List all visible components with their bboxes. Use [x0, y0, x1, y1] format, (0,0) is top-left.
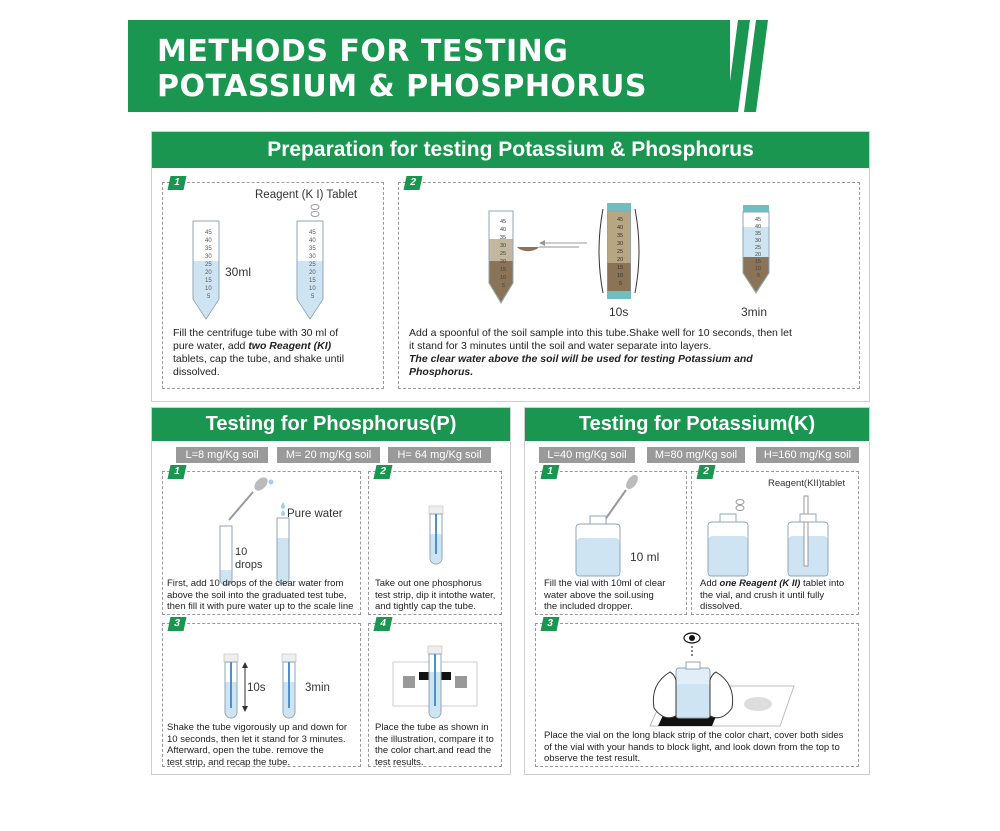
desc-line: Place the tube as shown in — [375, 722, 489, 733]
desc-line — [700, 578, 858, 590]
step-number: 2 — [374, 465, 393, 479]
scale-mark: 5 — [502, 283, 506, 289]
reagent-label: Reagent (K I) Tablet — [255, 189, 358, 201]
drops-unit: drops — [235, 559, 263, 571]
desc-line: above the soil into the graduated test tube, — [167, 589, 347, 601]
step-number: 1 — [168, 176, 187, 190]
desc-emphasis: two Reagent (KI) — [248, 340, 332, 352]
scale-mark: 35 — [309, 246, 316, 252]
vial-icon — [576, 516, 620, 576]
centrifuge-tube-icon — [295, 221, 325, 321]
desc-line: dissolved. — [700, 601, 743, 612]
potassium-step-2-description — [700, 578, 858, 613]
vial-icon — [708, 514, 748, 576]
desc-line: Afterward, open the tube. remove the — [167, 745, 324, 756]
scale-mark: 45 — [205, 230, 212, 236]
desc-line: water above the soil.using — [544, 589, 654, 601]
step-number: 4 — [374, 617, 393, 631]
scale-mark: 15 — [500, 267, 507, 273]
scale-mark: 15 — [755, 259, 762, 265]
scale-mark: 30 — [205, 254, 212, 260]
scale-mark: 35 — [617, 233, 624, 239]
level-tag: L=40 mg/Kg soil — [539, 447, 635, 463]
spoon-icon — [517, 239, 587, 255]
volume-label: 10 ml — [630, 550, 660, 564]
capped-tube-icon — [428, 506, 444, 564]
desc-line: tablets, cap the tube, and shake until — [173, 353, 345, 365]
phosphorus-step-3-description — [167, 722, 361, 768]
scale-mark: 10 — [500, 275, 507, 281]
volume-label: 30ml — [225, 265, 252, 279]
potassium-step-3 — [535, 618, 859, 767]
desc-line: dissolved. — [173, 366, 220, 378]
desc-emphasis: one Reagent (K II) — [719, 578, 801, 589]
scale-mark: 20 — [617, 257, 624, 263]
scale-mark: 35 — [755, 231, 762, 237]
scale-mark: 25 — [205, 262, 212, 268]
pure-water-label: Pure water — [287, 508, 343, 520]
scale-mark: 20 — [755, 252, 762, 258]
level-tag: H= 64 mg/Kg soil — [388, 447, 491, 463]
scale-mark: 10 — [617, 273, 624, 279]
desc-line: Add a spoonful of the soil sample into this tube.Shake well for 10 seconds, then let — [409, 327, 792, 339]
drops-label — [235, 546, 263, 572]
scale-mark: 5 — [311, 294, 315, 300]
phosphorus-step-4 — [368, 618, 502, 768]
scale-mark: 5 — [619, 281, 623, 287]
desc-line: test strip, dip it intothe water, — [375, 589, 496, 601]
desc-line: of the vial with your hands to block light, and look down from the top to — [544, 741, 840, 753]
scale-mark: 5 — [207, 294, 211, 300]
left-hand-icon — [653, 672, 676, 718]
step-number: 1 — [168, 465, 187, 479]
scale-mark: 25 — [500, 251, 507, 257]
time-label: 3min — [741, 305, 768, 319]
desc-line: test strip, and recap the tube. — [167, 756, 291, 768]
potassium-header: Testing for Potassium(K) — [525, 408, 869, 441]
desc-line: Place the vial on the long black strip of the color chart, cover both sides — [544, 730, 844, 741]
scale-mark: 25 — [755, 245, 762, 251]
phosphorus-step-3 — [162, 618, 361, 768]
scale-mark: 40 — [617, 225, 624, 231]
desc-line: First, add 10 drops of the clear water from — [167, 578, 344, 589]
crushing-vial-icon — [788, 496, 828, 576]
scale-mark: 35 — [500, 235, 507, 241]
desc-line-emphasis — [409, 353, 857, 366]
desc-text: Add — [700, 578, 720, 589]
desc-line: it stand for 3 minutes until the soil and water separate into layers. — [409, 340, 712, 352]
desc-text: tablet into — [800, 578, 845, 589]
scale-mark: 45 — [309, 230, 316, 236]
desc-text: The clear water above the soil will be used for testing Potassium and — [409, 353, 753, 365]
phosphorus-panel — [151, 407, 511, 775]
desc-line: the illustration, compare it to — [375, 733, 494, 745]
preparation-header: Preparation for testing Potassium & Phosphorus — [152, 132, 869, 168]
drops-count: 10 — [235, 546, 248, 558]
tablet-icon — [309, 203, 321, 219]
scale-mark: 45 — [617, 217, 624, 223]
scale-mark: 30 — [309, 254, 316, 260]
scale-mark: 35 — [205, 246, 212, 252]
prep-step-2 — [398, 177, 860, 389]
soil-tube-icon — [487, 211, 515, 305]
scale-mark: 45 — [755, 217, 762, 223]
step-number: 2 — [697, 465, 716, 479]
desc-line: Take out one phosphorus — [375, 578, 482, 589]
scale-mark: 40 — [205, 238, 212, 244]
time-label: 10s — [247, 682, 266, 694]
desc-text: pure water, add — [173, 340, 249, 352]
scale-mark: 40 — [500, 227, 507, 233]
potassium-step-3-description — [544, 730, 858, 765]
desc-line: observe the test result. — [544, 753, 641, 764]
graduated-tube-icon — [219, 526, 233, 586]
desc-line: the included dropper. — [544, 601, 633, 612]
scale-mark: 15 — [205, 278, 212, 284]
desc-line: Fill the centrifuge tube with 30 ml of — [173, 327, 339, 339]
scale-mark: 10 — [755, 266, 762, 272]
desc-line: the color chart.and read the — [375, 745, 492, 756]
prep-step-1 — [162, 177, 384, 389]
desc-line — [173, 340, 383, 353]
settled-tube-icon — [741, 205, 771, 295]
potassium-panel — [524, 407, 870, 775]
preparation-panel — [151, 131, 870, 402]
desc-line: Fill the vial with 10ml of clear — [544, 578, 666, 589]
scale-mark: 20 — [205, 270, 212, 276]
level-tag: M=80 mg/Kg soil — [647, 447, 745, 463]
right-hand-icon — [710, 672, 733, 718]
pure-water-tube-icon — [275, 518, 291, 586]
desc-line: then fill it with pure water up to the scale line — [167, 601, 354, 612]
page-title-line-2: POTASSIUM & PHOSPHORUS — [157, 69, 648, 104]
potassium-step-1-description — [544, 578, 688, 613]
desc-line-emphasis — [409, 366, 857, 379]
step-number: 3 — [541, 617, 560, 631]
scale-mark: 45 — [500, 219, 507, 225]
desc-line: 10 seconds, then let it stand for 3 minutes. — [167, 733, 346, 745]
prep-step-2-description — [409, 327, 857, 379]
phosphorus-step-2-description — [375, 578, 503, 613]
desc-text: Phosphorus. — [409, 366, 474, 378]
tablet-icon — [734, 498, 746, 512]
time-label: 3min — [305, 682, 330, 694]
phosphorus-step-1 — [162, 466, 361, 615]
scale-mark: 30 — [755, 238, 762, 244]
page-title — [157, 34, 717, 104]
reagent-label: Reagent(KII)tablet — [768, 478, 846, 489]
scale-mark: 40 — [309, 238, 316, 244]
scale-mark: 20 — [500, 259, 507, 265]
level-tag: L=8 mg/Kg soil — [176, 447, 268, 463]
level-tag: H=160 mg/Kg soil — [756, 447, 859, 463]
scale-mark: 15 — [617, 265, 624, 271]
banner-stripes — [712, 20, 772, 112]
scale-mark: 10 — [309, 286, 316, 292]
prep-step-1-description — [173, 327, 383, 379]
color-chart-comparison-icon — [393, 646, 477, 722]
phosphorus-header: Testing for Phosphorus(P) — [152, 408, 510, 441]
scale-mark: 10 — [205, 286, 212, 292]
desc-line: Shake the tube vigorously up and down for — [167, 722, 348, 733]
phosphorus-step-2 — [368, 466, 502, 615]
scale-mark: 20 — [309, 270, 316, 276]
water-drop-icon — [279, 502, 287, 516]
step-number: 3 — [168, 617, 187, 631]
scale-mark: 15 — [309, 278, 316, 284]
scale-mark: 25 — [309, 262, 316, 268]
scale-mark: 40 — [755, 224, 762, 230]
resting-tube-icon — [281, 654, 297, 720]
scale-mark: 5 — [757, 273, 761, 279]
desc-line: test results. — [375, 756, 424, 768]
step-number: 1 — [541, 465, 560, 479]
potassium-step-2 — [691, 466, 859, 615]
level-tag: M= 20 mg/Kg soil — [277, 447, 380, 463]
scale-mark: 30 — [500, 243, 507, 249]
observation-illustration — [630, 628, 800, 728]
phosphorus-step-4-description — [375, 722, 503, 768]
phosphorus-step-1-description — [167, 578, 361, 613]
step-number: 2 — [404, 176, 423, 190]
centrifuge-tube-icon — [191, 221, 221, 321]
scale-mark: 30 — [617, 241, 624, 247]
scale-mark: 25 — [617, 249, 624, 255]
page-title-line-1: METHODS FOR TESTING — [157, 34, 569, 69]
time-label: 10s — [609, 305, 629, 319]
potassium-step-1 — [535, 466, 687, 615]
desc-line: and tightly cap the tube. — [375, 601, 476, 612]
shaken-tube-icon — [599, 203, 639, 299]
dropper-icon — [223, 474, 273, 524]
desc-line: the vial, and crush it until fully — [700, 589, 825, 601]
